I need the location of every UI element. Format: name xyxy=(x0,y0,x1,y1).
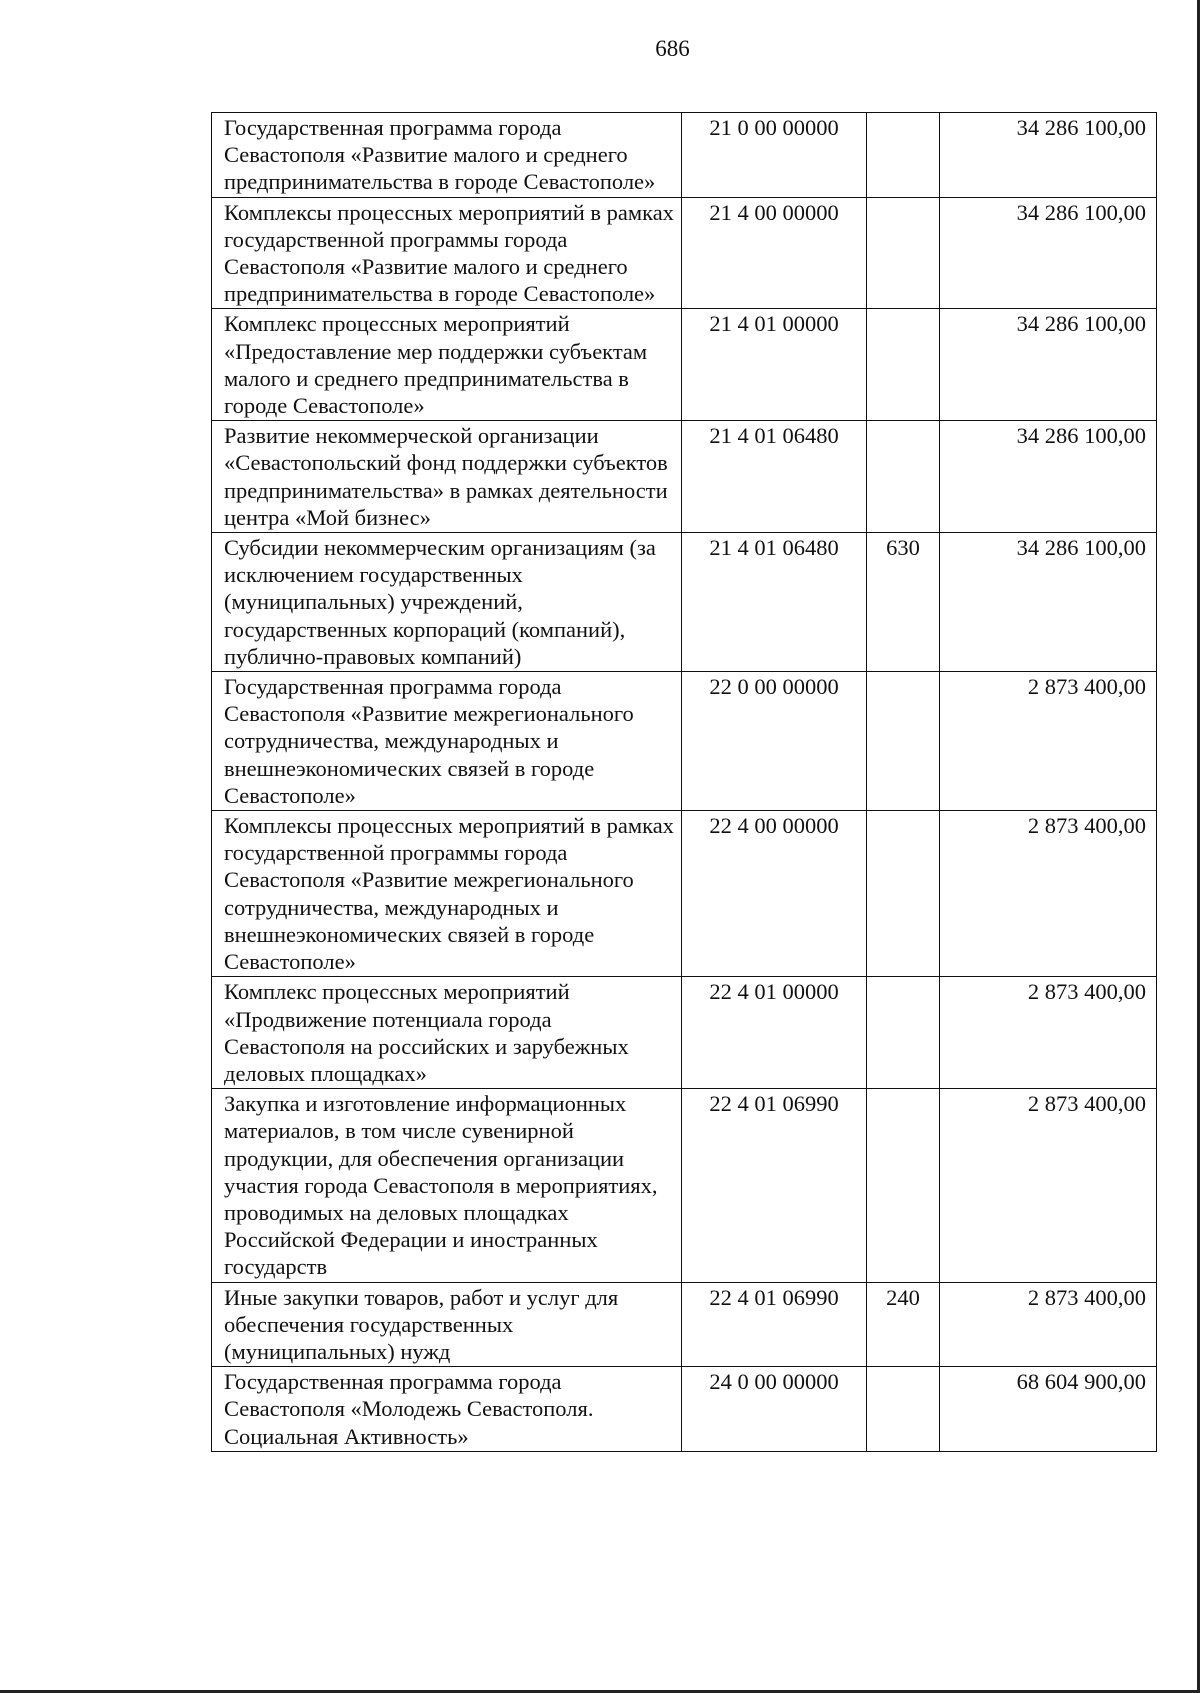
row-target-code-cell: 22 4 01 06990 xyxy=(682,1282,867,1367)
table-row xyxy=(212,197,1157,309)
row-expense-type-cell: 630 xyxy=(867,533,940,672)
table-row xyxy=(212,113,1157,198)
table-row xyxy=(212,309,1157,421)
row-amount-cell: 2 873 400,00 xyxy=(940,1089,1157,1282)
row-target-code-cell: 24 0 00 00000 xyxy=(682,1367,867,1452)
row-name-cell: Комплекс процессных мероприятий «Предоставление мер поддержки субъектам малого и среднего предпринимательства в городе Севастополе» xyxy=(212,309,682,421)
row-amount-cell: 68 604 900,00 xyxy=(940,1367,1157,1452)
table-row xyxy=(212,1089,1157,1282)
row-expense-type-cell xyxy=(867,1089,940,1282)
row-target-code-cell: 21 4 00 00000 xyxy=(682,197,867,309)
row-target-code-cell: 21 4 01 06480 xyxy=(682,533,867,672)
table-row xyxy=(212,811,1157,977)
row-amount-cell: 34 286 100,00 xyxy=(940,309,1157,421)
table-row xyxy=(212,421,1157,533)
page-number: 686 xyxy=(655,36,690,61)
row-name-cell: Государственная программа города Севастополя «Молодежь Севастополя. Социальная Активность» xyxy=(212,1367,682,1452)
row-name-cell: Закупка и изготовление информационных материалов, в том числе сувенирной продукции, для обеспечения организации участия города Севастополя в мероприятиях, проводимых на деловых площадках Российской Федерации и иностранных государств xyxy=(212,1089,682,1282)
row-target-code-cell: 21 4 01 00000 xyxy=(682,309,867,421)
row-amount-cell: 34 286 100,00 xyxy=(940,533,1157,672)
row-name-cell: Иные закупки товаров, работ и услуг для обеспечения государственных (муниципальных) нужд xyxy=(212,1282,682,1367)
row-amount-cell: 2 873 400,00 xyxy=(940,672,1157,811)
row-expense-type-cell xyxy=(867,421,940,533)
table-row xyxy=(212,977,1157,1089)
row-expense-type-cell xyxy=(867,197,940,309)
table-row xyxy=(212,1282,1157,1367)
row-expense-type-cell xyxy=(867,672,940,811)
table-row xyxy=(212,533,1157,672)
row-name-cell: Субсидии некоммерческим организациям (за исключением государственных (муниципальных) учреждений, государственных корпораций (компаний), публично-правовых компаний) xyxy=(212,533,682,672)
row-amount-cell: 34 286 100,00 xyxy=(940,421,1157,533)
row-expense-type-cell xyxy=(867,811,940,977)
row-target-code-cell: 22 4 01 00000 xyxy=(682,977,867,1089)
row-expense-type-cell xyxy=(867,1367,940,1452)
row-name-cell: Государственная программа города Севастополя «Развитие межрегионального сотрудничества, международных и внешнеэкономических связей в городе Севастополе» xyxy=(212,672,682,811)
table-row xyxy=(212,1367,1157,1452)
row-amount-cell: 2 873 400,00 xyxy=(940,1282,1157,1367)
row-target-code-cell: 22 0 00 00000 xyxy=(682,672,867,811)
budget-table xyxy=(211,112,1157,1452)
row-name-cell: Комплексы процессных мероприятий в рамках государственной программы города Севастополя «Развитие малого и среднего предпринимательства в городе Севастополе» xyxy=(212,197,682,309)
row-amount-cell: 34 286 100,00 xyxy=(940,197,1157,309)
row-amount-cell: 34 286 100,00 xyxy=(940,113,1157,198)
row-name-cell: Комплексы процессных мероприятий в рамках государственной программы города Севастополя «Развитие межрегионального сотрудничества, международных и внешнеэкономических связей в городе Севастополе» xyxy=(212,811,682,977)
table-row xyxy=(212,672,1157,811)
row-expense-type-cell xyxy=(867,309,940,421)
row-target-code-cell: 22 4 00 00000 xyxy=(682,811,867,977)
row-target-code-cell: 21 0 00 00000 xyxy=(682,113,867,198)
row-amount-cell: 2 873 400,00 xyxy=(940,977,1157,1089)
row-amount-cell: 2 873 400,00 xyxy=(940,811,1157,977)
row-expense-type-cell xyxy=(867,113,940,198)
row-target-code-cell: 22 4 01 06990 xyxy=(682,1089,867,1282)
row-expense-type-cell: 240 xyxy=(867,1282,940,1367)
row-expense-type-cell xyxy=(867,977,940,1089)
row-name-cell: Развитие некоммерческой организации «Севастопольский фонд поддержки субъектов предпринимательства» в рамках деятельности центра «Мой бизнес» xyxy=(212,421,682,533)
row-name-cell: Комплекс процессных мероприятий «Продвижение потенциала города Севастополя на российских и зарубежных деловых площадках» xyxy=(212,977,682,1089)
row-target-code-cell: 21 4 01 06480 xyxy=(682,421,867,533)
row-name-cell: Государственная программа города Севастополя «Развитие малого и среднего предпринимательства в городе Севастополе» xyxy=(212,113,682,198)
